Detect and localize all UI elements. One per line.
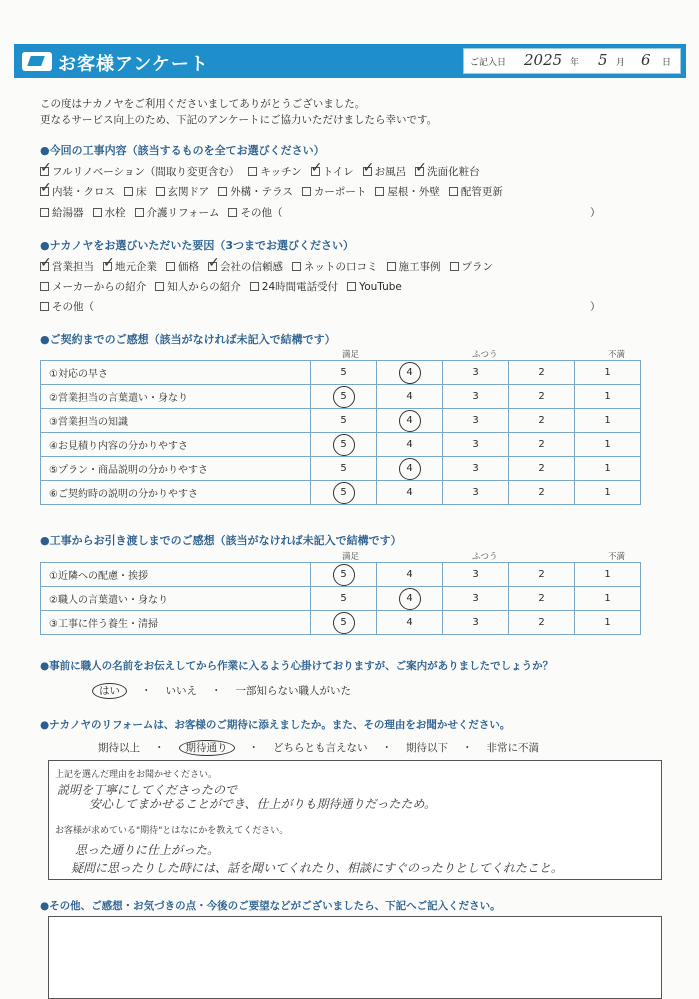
rating-value: 3 (472, 569, 479, 580)
rating-cell-4[interactable] (377, 611, 443, 635)
option-q2-row2-0[interactable] (40, 279, 146, 294)
q4-scale-mid: ふつう (472, 552, 498, 562)
option-separator: ・ (381, 742, 392, 754)
rating-value: 1 (604, 415, 611, 426)
rating-cell-5[interactable] (311, 385, 377, 409)
option-q1-row1-4[interactable] (415, 164, 480, 179)
rating-cell-1[interactable] (575, 563, 641, 587)
rating-selected: 5 (333, 564, 355, 586)
option-q1-row3-0[interactable] (40, 205, 84, 220)
checkbox-icon[interactable] (40, 187, 49, 196)
option-q2-row1-3[interactable] (208, 259, 283, 274)
choice-q6-4[interactable]: 非常に不満 (486, 742, 539, 754)
rating-value: 4 (406, 487, 413, 498)
rating-cell-2[interactable] (509, 361, 575, 385)
checkbox-icon[interactable] (218, 187, 227, 196)
option-q1-row2-3[interactable] (218, 184, 293, 199)
choice-q6-0[interactable]: 期待以上 (98, 742, 140, 754)
rating-cell-2[interactable] (509, 481, 575, 505)
q6-reason-label: 上記を選んだ理由をお聞かせください。 (55, 770, 218, 780)
rating-row (41, 433, 641, 457)
q4-title: ●工事からお引き渡しまでのご感想（該当がなければ未記入で結構です） (40, 534, 402, 547)
option-label: その他（ (52, 301, 94, 313)
option-q2-row1-4[interactable] (292, 259, 378, 274)
option-q2-row1-6[interactable] (450, 259, 494, 274)
rating-cell-1[interactable] (575, 457, 641, 481)
rating-selected: 4 (399, 362, 421, 384)
rating-row (41, 563, 641, 587)
rating-question: ③工事に伴う養生・清掃 (41, 611, 311, 635)
rating-cell-5[interactable] (311, 457, 377, 481)
option-label: 配管更新 (460, 186, 503, 198)
option-label: 地元企業 (115, 261, 157, 273)
rating-value: 1 (604, 367, 611, 378)
rating-cell-1[interactable] (575, 481, 641, 505)
option-label: 屋根・外壁 (387, 186, 440, 198)
rating-cell-3[interactable] (443, 457, 509, 481)
rating-row (41, 481, 641, 505)
option-label: 営業担当 (52, 261, 94, 273)
q1-row1 (40, 164, 489, 179)
q4-scale-low: 不満 (608, 552, 626, 562)
rating-cell-2[interactable] (509, 433, 575, 457)
rating-cell-2[interactable] (509, 611, 575, 635)
rating-selected: 5 (333, 612, 355, 634)
rating-cell-3[interactable] (443, 563, 509, 587)
rating-value: 1 (604, 391, 611, 402)
rating-value: 3 (472, 617, 479, 628)
rating-row (41, 409, 641, 433)
rating-value: 3 (472, 439, 479, 450)
rating-value: 3 (472, 415, 479, 426)
checkbox-icon[interactable] (40, 262, 49, 271)
rating-value: 2 (538, 415, 545, 426)
option-q1-row2-5[interactable] (375, 184, 440, 199)
rating-cell-5[interactable] (311, 361, 377, 385)
checkbox-icon[interactable] (208, 262, 217, 271)
rating-value: 4 (406, 569, 413, 580)
rating-cell-2[interactable] (509, 563, 575, 587)
q2-title: ●ナカノヤをお選びいただいた要因（3つまでお選びください） (40, 239, 355, 252)
q6-options (98, 740, 539, 755)
checkbox-icon[interactable] (347, 282, 356, 291)
choice-q5-2[interactable]: 一部知らない職人がいた (235, 685, 351, 697)
option-q1-row1-2[interactable] (311, 164, 354, 179)
option-label: 玄関ドア (167, 186, 210, 198)
checkbox-icon[interactable] (302, 187, 311, 196)
option-q1-row2-1[interactable] (124, 184, 147, 199)
option-q1-row3-1[interactable] (93, 205, 126, 220)
rating-value: 2 (538, 391, 545, 402)
date-label: ご記入日 (470, 58, 507, 68)
option-label: その他（ (240, 207, 283, 219)
option-separator: ・ (141, 685, 152, 697)
checkbox-icon[interactable] (40, 208, 49, 217)
option-label: 価格 (178, 261, 199, 273)
choice-q6-2[interactable]: どちらとも言えない (273, 742, 368, 754)
option-q2-row2-1[interactable] (155, 279, 241, 294)
rating-value: 3 (472, 463, 479, 474)
rating-selected: 4 (399, 588, 421, 610)
q3-scale-mid: ふつう (472, 350, 498, 360)
q1-row3 (40, 205, 291, 220)
rating-cell-5[interactable] (311, 587, 377, 611)
checkbox-icon[interactable] (292, 262, 301, 271)
rating-value: 3 (472, 487, 479, 498)
rating-cell-4[interactable] (377, 433, 443, 457)
option-q2-row1-2[interactable] (166, 259, 199, 274)
option-q1-row2-0[interactable] (40, 184, 115, 199)
option-q1-row2-6[interactable] (449, 184, 503, 199)
intro-line-1: この度はナカノヤをご利用くださいましてありがとうございました。 (40, 98, 366, 110)
rating-value: 4 (406, 439, 413, 450)
q3-title: ●ご契約までのご感想（該当がなければ未記入で結構です） (40, 333, 336, 346)
q2-other-close: ） (590, 301, 601, 313)
rating-question: ④お見積り内容の分かりやすさ (41, 433, 311, 457)
option-label: ネットの口コミ (304, 261, 378, 273)
rating-cell-4[interactable] (377, 481, 443, 505)
rating-cell-5[interactable] (311, 481, 377, 505)
q5-options (92, 683, 351, 698)
q6-expect-line2: 疑問に思ったりした時には、話を聞いてくれたり、相談にすぐのったりとしてくれたこと。 (71, 861, 563, 875)
q4-scale-high: 満足 (342, 552, 360, 562)
q7-title: ●その他、ご感想・お気づきの点・今後のご要望などがございましたら、下記へご記入ください。 (40, 900, 501, 912)
checkbox-icon[interactable] (40, 302, 49, 311)
rating-value: 1 (604, 439, 611, 450)
option-label: 24時間電話受付 (261, 281, 339, 293)
rating-value: 2 (538, 487, 545, 498)
q2-row3 (40, 299, 103, 314)
option-label: YouTube (359, 281, 402, 293)
option-label: プラン (461, 261, 493, 273)
checkbox-icon[interactable] (93, 208, 102, 217)
checkbox-icon[interactable] (250, 282, 259, 291)
option-separator: ・ (462, 742, 473, 754)
rating-cell-1[interactable] (575, 409, 641, 433)
rating-value: 3 (472, 593, 479, 604)
checkbox-icon[interactable] (363, 167, 372, 176)
option-label: 水栓 (104, 207, 126, 219)
rating-value: 4 (406, 391, 413, 402)
checkbox-icon[interactable] (228, 208, 237, 217)
checkbox-icon[interactable] (387, 262, 396, 271)
date-month[interactable]: 5 (598, 51, 608, 69)
date-year-unit: 年 (570, 58, 580, 68)
option-q1-row1-3[interactable] (363, 164, 407, 179)
q5-title: ●事前に職人の名前をお伝えしてから作業に入るよう心掛けておりますが、ご案内がありましたでしょうか？ (40, 660, 554, 672)
choice-q5-1[interactable]: いいえ (165, 685, 197, 697)
rating-row (41, 361, 641, 385)
rating-row (41, 385, 641, 409)
rating-cell-2[interactable] (509, 457, 575, 481)
rating-value: 2 (538, 463, 545, 474)
intro-line-2: 更なるサービス向上のため、下記のアンケートにご協力いただけましたら幸いです。 (40, 114, 438, 126)
rating-value: 2 (538, 593, 545, 604)
checkbox-icon[interactable] (415, 167, 424, 176)
checkbox-icon[interactable] (155, 282, 164, 291)
option-label: メーカーからの紹介 (52, 281, 147, 293)
date-box[interactable] (463, 48, 681, 74)
rating-cell-4[interactable] (377, 457, 443, 481)
rating-value: 1 (604, 617, 611, 628)
q1-title: ●今回の工事内容（該当するものを全てお選びください） (40, 144, 325, 157)
rating-value: 5 (340, 367, 347, 378)
option-label: 内装・クロス (52, 186, 115, 198)
option-q2-row1-0[interactable] (40, 259, 94, 274)
rating-selected: 5 (333, 434, 355, 456)
q3-scale-high: 満足 (342, 350, 360, 360)
rating-cell-3[interactable] (443, 587, 509, 611)
option-label: 施工事例 (398, 261, 441, 273)
rating-cell-2[interactable] (509, 409, 575, 433)
q6-expect-line1: 思った通りに仕上がった。 (75, 843, 220, 857)
rating-cell-5[interactable] (311, 563, 377, 587)
option-q1-row2-2[interactable] (156, 184, 210, 199)
q1-other-close: ） (590, 207, 601, 219)
checkbox-icon[interactable] (103, 262, 112, 271)
option-q2-row1-5[interactable] (387, 259, 441, 274)
rating-cell-1[interactable] (575, 433, 641, 457)
rating-cell-4[interactable] (377, 385, 443, 409)
rating-cell-3[interactable] (443, 409, 509, 433)
rating-question: ①対応の早さ (41, 361, 311, 385)
rating-cell-3[interactable] (443, 361, 509, 385)
company-logo-icon (22, 52, 52, 71)
rating-value: 4 (406, 617, 413, 628)
rating-cell-5[interactable] (311, 611, 377, 635)
rating-value: 2 (538, 439, 545, 450)
rating-cell-1[interactable] (575, 611, 641, 635)
rating-value: 3 (472, 391, 479, 402)
rating-cell-5[interactable] (311, 409, 377, 433)
q6-reason-box[interactable] (48, 760, 662, 880)
rating-cell-2[interactable] (509, 385, 575, 409)
option-label: トイレ (322, 166, 354, 178)
q3-scale-low: 不満 (608, 350, 626, 360)
q7-comment-box[interactable] (48, 916, 662, 999)
checkbox-icon[interactable] (311, 167, 320, 176)
option-q1-row1-1[interactable] (248, 164, 301, 179)
rating-selected: 4 (399, 410, 421, 432)
rating-question: ⑥ご契約時の説明の分かりやすさ (41, 481, 311, 505)
rating-value: 2 (538, 367, 545, 378)
checkbox-icon[interactable] (166, 262, 175, 271)
rating-value: 1 (604, 487, 611, 498)
option-label: フルリノベーション（間取り変更含む） (52, 166, 240, 178)
q6-title: ●ナカノヤのリフォームは、お客様のご期待に添えましたか。また、その理由をお聞かせください。 (40, 719, 511, 731)
checkbox-icon[interactable] (124, 187, 133, 196)
rating-value: 3 (472, 367, 479, 378)
option-label: キッチン (260, 166, 302, 178)
option-q1-row1-0[interactable] (40, 164, 239, 179)
option-label: 介護リフォーム (146, 207, 220, 219)
rating-cell-4[interactable] (377, 587, 443, 611)
rating-value: 1 (604, 569, 611, 580)
checkbox-icon[interactable] (450, 262, 459, 271)
rating-value: 5 (340, 463, 347, 474)
rating-question: ②営業担当の言葉遣い・身なり (41, 385, 311, 409)
q1-row2 (40, 184, 512, 199)
q6-expect-label: お客様が求めている"期待"とはなにかを教えてください。 (55, 826, 289, 836)
rating-selected: 5 (333, 386, 355, 408)
choice-q5-0[interactable]: はい (92, 683, 127, 699)
rating-row (41, 587, 641, 611)
q4-rating-table (40, 562, 641, 635)
q6-reason-line2: 安心してまかせることができ、仕上がりも期待通りだったため。 (89, 797, 437, 811)
rating-selected: 5 (333, 482, 355, 504)
date-day-unit: 日 (662, 58, 672, 68)
q2-row1 (40, 259, 502, 274)
checkbox-icon[interactable] (40, 282, 49, 291)
option-separator: ・ (154, 742, 165, 754)
rating-question: ③営業担当の知識 (41, 409, 311, 433)
option-separator: ・ (248, 742, 259, 754)
date-month-unit: 月 (616, 58, 626, 68)
checkbox-icon[interactable] (40, 167, 49, 176)
option-q2-row2-2[interactable] (250, 279, 338, 294)
option-q2-row1-1[interactable] (103, 259, 157, 274)
rating-cell-3[interactable] (443, 433, 509, 457)
option-q1-row3-3[interactable] (228, 205, 282, 220)
option-label: お風呂 (374, 166, 407, 178)
option-label: 会社の信頼感 (220, 261, 283, 273)
rating-value: 5 (340, 593, 347, 604)
option-q1-row2-4[interactable] (302, 184, 367, 199)
q6-reason-line1: 説明を丁寧にしてくださったので (57, 783, 238, 797)
option-q2-row3-0[interactable] (40, 299, 94, 314)
option-label: 給湯器 (52, 207, 84, 219)
rating-value: 2 (538, 569, 545, 580)
date-year[interactable]: 2025 (524, 51, 563, 69)
q2-row2 (40, 279, 411, 294)
option-label: 洗面化粧台 (427, 166, 480, 178)
checkbox-icon[interactable] (248, 167, 257, 176)
rating-row (41, 611, 641, 635)
rating-value: 5 (340, 415, 347, 426)
option-q2-row2-3[interactable] (347, 281, 402, 293)
option-label: 外構・テラス (230, 186, 293, 198)
rating-cell-4[interactable] (377, 563, 443, 587)
rating-value: 1 (604, 463, 611, 474)
option-separator: ・ (211, 685, 222, 697)
option-q1-row3-2[interactable] (135, 205, 220, 220)
rating-cell-1[interactable] (575, 385, 641, 409)
choice-q6-3[interactable]: 期待以下 (406, 742, 448, 754)
page-title: お客様アンケート (58, 54, 209, 75)
rating-cell-3[interactable] (443, 385, 509, 409)
rating-cell-5[interactable] (311, 433, 377, 457)
checkbox-icon[interactable] (156, 187, 165, 196)
rating-value: 1 (604, 593, 611, 604)
option-label: カーポート (313, 186, 367, 198)
rating-cell-4[interactable] (377, 361, 443, 385)
rating-question: ②職人の言葉遣い・身なり (41, 587, 311, 611)
rating-cell-1[interactable] (575, 587, 641, 611)
rating-selected: 4 (399, 458, 421, 480)
rating-cell-4[interactable] (377, 409, 443, 433)
rating-row (41, 457, 641, 481)
checkbox-icon[interactable] (375, 187, 384, 196)
rating-question: ①近隣への配慮・挨拶 (41, 563, 311, 587)
checkbox-icon[interactable] (135, 208, 144, 217)
rating-question: ⑤プラン・商品説明の分かりやすさ (41, 457, 311, 481)
rating-cell-1[interactable] (575, 361, 641, 385)
choice-q6-1[interactable]: 期待通り (179, 740, 235, 756)
rating-value: 2 (538, 617, 545, 628)
option-label: 知人からの紹介 (167, 281, 241, 293)
option-label: 床 (136, 186, 147, 198)
checkbox-icon[interactable] (449, 187, 458, 196)
date-day[interactable]: 6 (641, 51, 651, 69)
q3-rating-table (40, 360, 641, 505)
rating-cell-2[interactable] (509, 587, 575, 611)
rating-cell-3[interactable] (443, 481, 509, 505)
rating-cell-3[interactable] (443, 611, 509, 635)
